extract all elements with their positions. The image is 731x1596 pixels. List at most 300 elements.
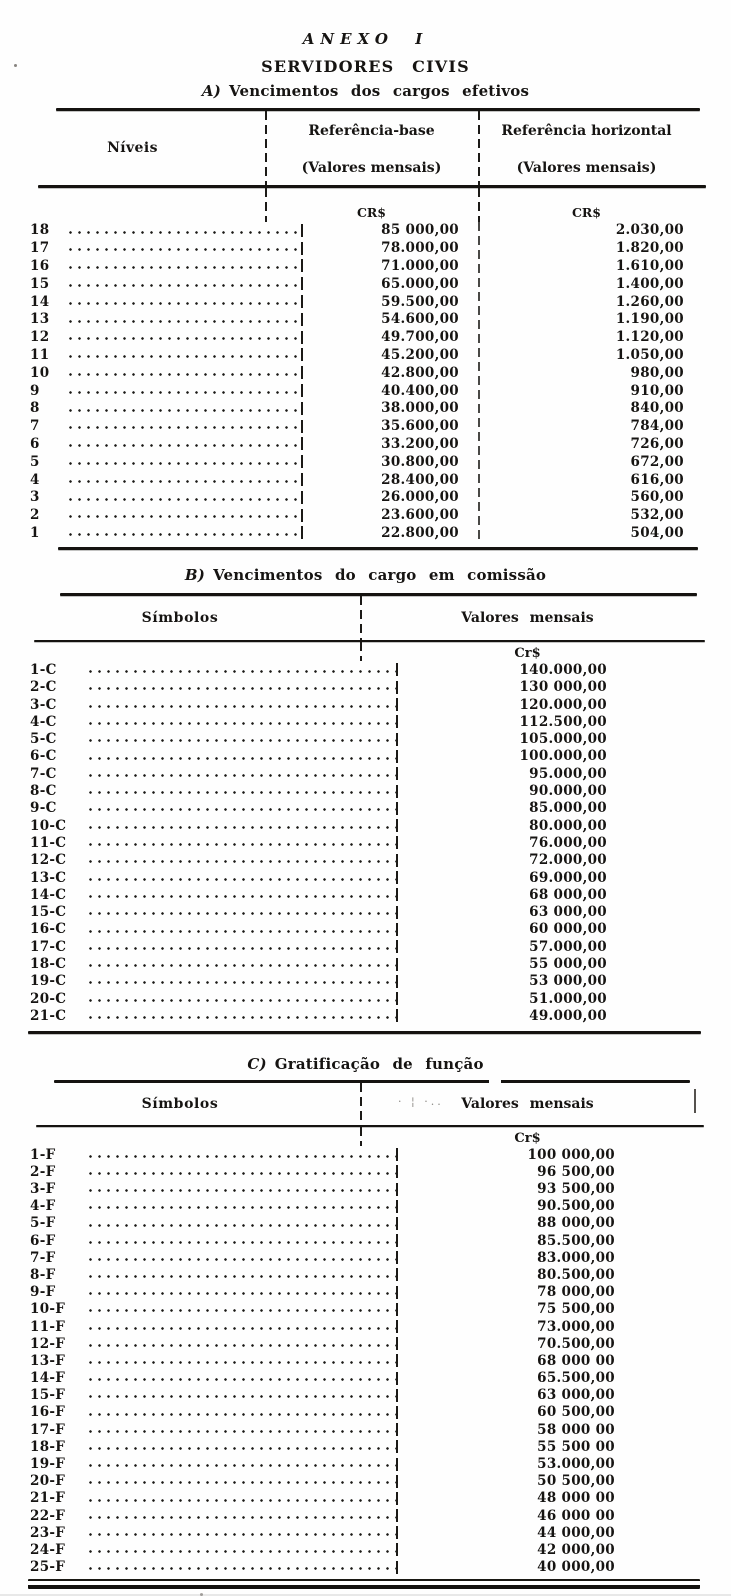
dot-leader	[86, 1318, 396, 1335]
table-row	[0, 1232, 731, 1249]
table-row	[0, 328, 731, 346]
table-row	[0, 1266, 731, 1283]
dot-leader	[66, 471, 301, 489]
simbolo-label: 8-C	[30, 783, 57, 800]
valor-value: 140.000,00	[519, 661, 607, 678]
nivel-label: 8	[30, 400, 40, 417]
dot-leader	[86, 1335, 396, 1352]
column-divider-line	[478, 222, 480, 542]
table-row	[0, 239, 731, 257]
simbolo-label: 21-F	[30, 1490, 66, 1507]
valor-value: 69.000,00	[529, 869, 607, 886]
nivel-label: 7	[30, 418, 40, 435]
dot-leader	[86, 1541, 396, 1558]
valor-value: 76.000,00	[529, 834, 607, 851]
dot-leader	[86, 1421, 396, 1438]
table-row	[0, 852, 731, 869]
valor-value: 73.000,00	[537, 1318, 615, 1335]
valor-value: 120.000,00	[519, 696, 607, 713]
simbolo-label: 18-C	[30, 956, 67, 973]
table-row	[0, 661, 731, 678]
dot-leader	[86, 1301, 396, 1318]
valor-value: 42 000,00	[537, 1541, 615, 1558]
dot-leader	[86, 748, 396, 765]
horizontal-value: 784,00	[630, 418, 684, 435]
section-c-prefix: C)	[247, 1054, 267, 1073]
dot-leader	[86, 731, 396, 748]
table-row	[0, 748, 731, 765]
nivel-label: 10	[30, 364, 50, 381]
valor-value: 100 000,00	[527, 1146, 615, 1163]
simbolo-label: 16-C	[30, 921, 67, 938]
dot-leader	[86, 1215, 396, 1232]
dot-leader	[86, 869, 396, 886]
dot-leader	[66, 382, 301, 400]
table-row	[0, 1180, 731, 1197]
table-row	[0, 921, 731, 938]
horizontal-value: 910,00	[630, 382, 684, 399]
dot-leader	[66, 524, 301, 542]
simbolo-label: 2-F	[30, 1163, 56, 1180]
nivel-label: 4	[30, 471, 40, 488]
table-row	[0, 524, 731, 542]
base-value: 59.500,00	[381, 293, 459, 310]
nivel-label: 1	[30, 524, 40, 541]
dot-leader	[86, 713, 396, 730]
scan-noise-tick	[694, 1089, 696, 1113]
simbolo-label: 25-F	[30, 1559, 66, 1576]
table-row	[0, 399, 731, 417]
dot-leader	[66, 417, 301, 435]
dot-leader	[66, 453, 301, 471]
nivel-label: 14	[30, 293, 50, 310]
valor-value: 80.000,00	[529, 817, 607, 834]
currency-label: Cr$	[514, 646, 541, 662]
simbolo-label: 11-F	[30, 1318, 66, 1335]
valor-value: 72.000,00	[529, 852, 607, 869]
table-row	[0, 765, 731, 782]
simbolo-label: 3-C	[30, 696, 57, 713]
table-row	[0, 275, 731, 293]
nivel-label: 18	[30, 222, 50, 239]
column-divider-line	[360, 642, 362, 661]
table-row	[0, 488, 731, 506]
simbolo-label: 13-C	[30, 869, 67, 886]
section-c-heading	[0, 1055, 731, 1073]
table-row	[0, 1215, 731, 1232]
table-row	[0, 1387, 731, 1404]
valor-value: 63 000,00	[529, 904, 607, 921]
nivel-label: 3	[30, 489, 40, 506]
table-row	[0, 1455, 731, 1472]
dot-leader	[86, 1524, 396, 1541]
valor-value: 55 500 00	[537, 1438, 615, 1455]
dot-leader	[86, 1352, 396, 1369]
dot-leader	[86, 817, 396, 834]
dot-leader	[66, 364, 301, 382]
table-row	[0, 471, 731, 489]
table-row	[0, 1438, 731, 1455]
table-row	[0, 1559, 731, 1576]
table-row	[0, 1370, 731, 1387]
simbolo-label: 4-F	[30, 1198, 56, 1215]
column-header-horizontal	[478, 111, 695, 185]
simbolo-label: 3-F	[30, 1181, 56, 1198]
horizontal-value: 2.030,00	[615, 222, 684, 239]
valor-value: 48 000 00	[537, 1490, 615, 1507]
valor-value: 51.000,00	[529, 990, 607, 1007]
dot-leader	[86, 886, 396, 903]
valor-value: 55 000,00	[529, 956, 607, 973]
dot-leader	[86, 1266, 396, 1283]
simbolo-label: 1-C	[30, 661, 57, 678]
section-a-heading	[0, 82, 731, 100]
table-row	[0, 1301, 731, 1318]
simbolo-label: 15-F	[30, 1387, 66, 1404]
valor-value: 80.500,00	[537, 1266, 615, 1283]
table-row	[0, 869, 731, 886]
section-a-title: Vencimentos dos cargos efetivos	[229, 82, 530, 100]
simbolo-label: 12-F	[30, 1335, 66, 1352]
table-row	[0, 1284, 731, 1301]
nivel-label: 12	[30, 329, 50, 346]
base-value: 78.000,00	[381, 240, 459, 257]
section-b-heading	[0, 566, 731, 584]
table-row	[0, 938, 731, 955]
dot-leader	[66, 257, 301, 275]
dot-leader	[86, 765, 396, 782]
table-row	[0, 955, 731, 972]
table-row	[0, 453, 731, 471]
base-value: 65.000,00	[381, 275, 459, 292]
dot-leader	[66, 293, 301, 311]
horizontal-subtitle: (Valores mensais)	[516, 160, 657, 176]
dot-leader	[86, 921, 396, 938]
valor-value: 60 500,00	[537, 1404, 615, 1421]
base-value: 85 000,00	[381, 222, 459, 239]
table-row	[0, 293, 731, 311]
valor-value: 63 000,00	[537, 1387, 615, 1404]
dot-leader	[86, 973, 396, 990]
simbolo-label: 6-C	[30, 748, 57, 765]
horizontal-value: 840,00	[630, 400, 684, 417]
table-row	[0, 346, 731, 364]
base-value: 23.600,00	[381, 507, 459, 524]
table-row	[0, 1007, 731, 1024]
dot-leader	[86, 782, 396, 799]
table-row	[0, 222, 731, 240]
base-subtitle: (Valores mensais)	[301, 160, 442, 176]
horizontal-value: 560,00	[630, 489, 684, 506]
horizontal-value: 504,00	[630, 524, 684, 541]
nivel-label: 13	[30, 311, 50, 328]
dot-leader	[86, 1284, 396, 1301]
valor-value: 68 000 00	[537, 1352, 615, 1369]
simbolo-label: 15-C	[30, 904, 67, 921]
valor-value: 90.500,00	[537, 1198, 615, 1215]
dot-leader	[86, 1232, 396, 1249]
horizontal-rule	[28, 1579, 700, 1589]
valor-value: 112.500,00	[519, 713, 607, 730]
section-a-prefix: A)	[201, 82, 222, 100]
horizontal-value: 616,00	[630, 471, 684, 488]
currency-line-c	[0, 1127, 731, 1146]
column-header-simbolos: Símbolos	[141, 609, 219, 626]
valor-value: 78 000,00	[537, 1284, 615, 1301]
base-value: 42.800,00	[381, 364, 459, 381]
valor-value: 105.000,00	[519, 731, 607, 748]
table-row	[0, 1404, 731, 1421]
table-b-rows	[0, 661, 731, 1024]
scan-noise-marks: · ¦ ·..	[398, 1094, 444, 1108]
simbolo-label: 16-F	[30, 1404, 66, 1421]
column-header-base	[265, 111, 478, 185]
valor-value: 85.000,00	[529, 800, 607, 817]
table-b-header	[0, 596, 731, 640]
base-value: 49.700,00	[381, 329, 459, 346]
dot-leader	[86, 1387, 396, 1404]
horizontal-value: 1.260,00	[615, 293, 684, 310]
base-value: 40.400,00	[381, 382, 459, 399]
nivel-label: 17	[30, 240, 50, 257]
column-header-simbolos: Símbolos	[141, 1095, 219, 1112]
column-divider-line	[360, 1127, 362, 1146]
horizontal-rule	[58, 547, 698, 550]
table-row	[0, 834, 731, 851]
table-row	[0, 1490, 731, 1507]
dot-leader	[86, 696, 396, 713]
table-row	[0, 817, 731, 834]
valor-value: 93 500,00	[537, 1181, 615, 1198]
simbolo-label: 10-C	[30, 817, 67, 834]
simbolo-label: 22-F	[30, 1507, 66, 1524]
dot-leader	[66, 399, 301, 417]
simbolo-label: 14-F	[30, 1370, 66, 1387]
simbolo-label: 8-F	[30, 1266, 56, 1283]
valor-value: 130 000,00	[519, 679, 607, 696]
table-row	[0, 679, 731, 696]
valor-value: 88 000,00	[537, 1215, 615, 1232]
simbolo-label: 13-F	[30, 1352, 66, 1369]
table-row	[0, 1249, 731, 1266]
simbolo-label: 9-C	[30, 800, 57, 817]
column-header-valores: Valores mensais	[461, 609, 594, 626]
table-row	[0, 782, 731, 799]
dot-leader	[66, 222, 301, 240]
table-row	[0, 435, 731, 453]
valor-value: 65.500,00	[537, 1370, 615, 1387]
dot-leader	[66, 275, 301, 293]
dot-leader	[86, 1438, 396, 1455]
base-value: 26.000,00	[381, 489, 459, 506]
simbolo-label: 4-C	[30, 713, 57, 730]
valor-value: 85.500,00	[537, 1232, 615, 1249]
simbolo-label: 10-F	[30, 1301, 66, 1318]
simbolo-label: 21-C	[30, 1007, 67, 1024]
dot-leader	[86, 661, 396, 678]
valor-value: 70.500,00	[537, 1335, 615, 1352]
table-row	[0, 1352, 731, 1369]
base-value: 38.000,00	[381, 400, 459, 417]
dot-leader	[86, 904, 396, 921]
dot-leader	[86, 834, 396, 851]
simbolo-label: 9-F	[30, 1284, 56, 1301]
valor-value: 40 000,00	[537, 1559, 615, 1576]
column-divider-line	[478, 111, 480, 185]
dot-leader	[86, 1370, 396, 1387]
table-row	[0, 731, 731, 748]
valor-value: 96 500,00	[537, 1163, 615, 1180]
dot-leader	[86, 1507, 396, 1524]
table-row	[0, 696, 731, 713]
dot-leader	[86, 955, 396, 972]
horizontal-value: 672,00	[630, 453, 684, 470]
dot-leader	[86, 679, 396, 696]
table-row	[0, 1507, 731, 1524]
horizontal-value: 1.190,00	[615, 311, 684, 328]
dot-leader	[66, 488, 301, 506]
currency-line-b	[0, 642, 731, 661]
dot-leader	[86, 990, 396, 1007]
dot-leader	[86, 1163, 396, 1180]
dot-leader	[86, 800, 396, 817]
valor-value: 68 000,00	[529, 886, 607, 903]
horizontal-value: 726,00	[630, 435, 684, 452]
dot-leader	[66, 328, 301, 346]
simbolo-label: 17-C	[30, 938, 67, 955]
dot-leader	[66, 310, 301, 328]
base-value: 45.200,00	[381, 346, 459, 363]
column-divider-line	[265, 111, 267, 185]
simbolo-label: 5-C	[30, 731, 57, 748]
base-value: 35.600,00	[381, 418, 459, 435]
dot-leader	[86, 1198, 396, 1215]
dot-leader	[86, 1249, 396, 1266]
table-c-rows	[0, 1146, 731, 1576]
table-row	[0, 990, 731, 1007]
simbolo-label: 1-F	[30, 1146, 56, 1163]
nivel-label: 5	[30, 453, 40, 470]
simbolo-label: 12-C	[30, 852, 67, 869]
base-value: 54.600,00	[381, 311, 459, 328]
simbolo-label: 20-C	[30, 990, 67, 1007]
dot-leader	[86, 1146, 396, 1163]
table-row	[0, 973, 731, 990]
currency-label-base: CR$	[356, 204, 387, 220]
table-row	[0, 886, 731, 903]
simbolo-label: 6-F	[30, 1232, 56, 1249]
table-row	[0, 364, 731, 382]
horizontal-title: Referência horizontal	[501, 123, 672, 139]
valor-value: 49.000,00	[529, 1007, 607, 1024]
nivel-label: 9	[30, 382, 40, 399]
valor-value: 53.000,00	[537, 1456, 615, 1473]
horizontal-rule	[28, 1031, 701, 1034]
table-a-rows	[0, 222, 731, 542]
table-row	[0, 1198, 731, 1215]
valor-value: 57.000,00	[529, 938, 607, 955]
currency-line-a	[0, 188, 731, 222]
column-header-niveis: Níveis	[107, 140, 158, 156]
dot-leader	[86, 852, 396, 869]
document-subtitle: SERVIDORES CIVIS	[261, 57, 470, 76]
dot-leader	[66, 435, 301, 453]
simbolo-label: 20-F	[30, 1473, 66, 1490]
simbolo-label: 19-F	[30, 1456, 66, 1473]
valor-value: 90.000,00	[529, 783, 607, 800]
nivel-label: 11	[30, 346, 50, 363]
section-c-title: Gratificação de função	[274, 1054, 484, 1073]
horizontal-value: 1.050,00	[615, 346, 684, 363]
table-row	[0, 904, 731, 921]
nivel-label: 15	[30, 275, 50, 292]
simbolo-label: 7-C	[30, 765, 57, 782]
dot-leader	[86, 1404, 396, 1421]
valor-value: 60 000,00	[529, 921, 607, 938]
valor-value: 58 000 00	[537, 1421, 615, 1438]
table-row	[0, 1473, 731, 1490]
horizontal-value: 1.820,00	[615, 240, 684, 257]
table-a-header	[0, 111, 731, 185]
simbolo-label: 18-F	[30, 1438, 66, 1455]
section-b-title: Vencimentos do cargo em comissão	[213, 565, 547, 584]
simbolo-label: 14-C	[30, 886, 67, 903]
valor-value: 95.000,00	[529, 765, 607, 782]
dot-leader	[86, 1180, 396, 1197]
table-row	[0, 506, 731, 524]
dot-leader	[86, 1007, 396, 1024]
horizontal-value: 1.120,00	[615, 329, 684, 346]
horizontal-value: 980,00	[630, 364, 684, 381]
simbolo-label: 7-F	[30, 1249, 56, 1266]
table-row	[0, 800, 731, 817]
nivel-label: 6	[30, 435, 40, 452]
base-value: 30.800,00	[381, 453, 459, 470]
base-value: 33.200,00	[381, 435, 459, 452]
simbolo-label: 5-F	[30, 1215, 56, 1232]
table-row	[0, 1524, 731, 1541]
table-row	[0, 1146, 731, 1163]
simbolo-label: 17-F	[30, 1421, 66, 1438]
table-row	[0, 713, 731, 730]
simbolo-label: 23-F	[30, 1524, 66, 1541]
horizontal-value: 1.400,00	[615, 275, 684, 292]
dot-leader	[86, 1559, 396, 1576]
table-row	[0, 417, 731, 435]
dot-leader	[66, 239, 301, 257]
table-row	[0, 257, 731, 275]
base-title: Referência-base	[308, 123, 435, 139]
scan-speck	[14, 64, 17, 67]
dot-leader	[86, 938, 396, 955]
column-divider-line	[265, 188, 267, 222]
currency-label-horizontal: CR$	[571, 204, 602, 220]
nivel-label: 2	[30, 507, 40, 524]
valor-value: 50 500,00	[537, 1473, 615, 1490]
table-row	[0, 1163, 731, 1180]
valor-value: 44 000,00	[537, 1524, 615, 1541]
valor-value: 53 000,00	[529, 973, 607, 990]
column-divider-line	[478, 188, 480, 222]
currency-label: Cr$	[514, 1131, 541, 1147]
dot-leader	[86, 1490, 396, 1507]
simbolo-label: 24-F	[30, 1541, 66, 1558]
document-title: ANEXO I	[302, 30, 429, 48]
valor-value: 75 500,00	[537, 1301, 615, 1318]
valor-value: 46 000 00	[537, 1507, 615, 1524]
table-row	[0, 382, 731, 400]
base-value: 71.000,00	[381, 257, 459, 274]
